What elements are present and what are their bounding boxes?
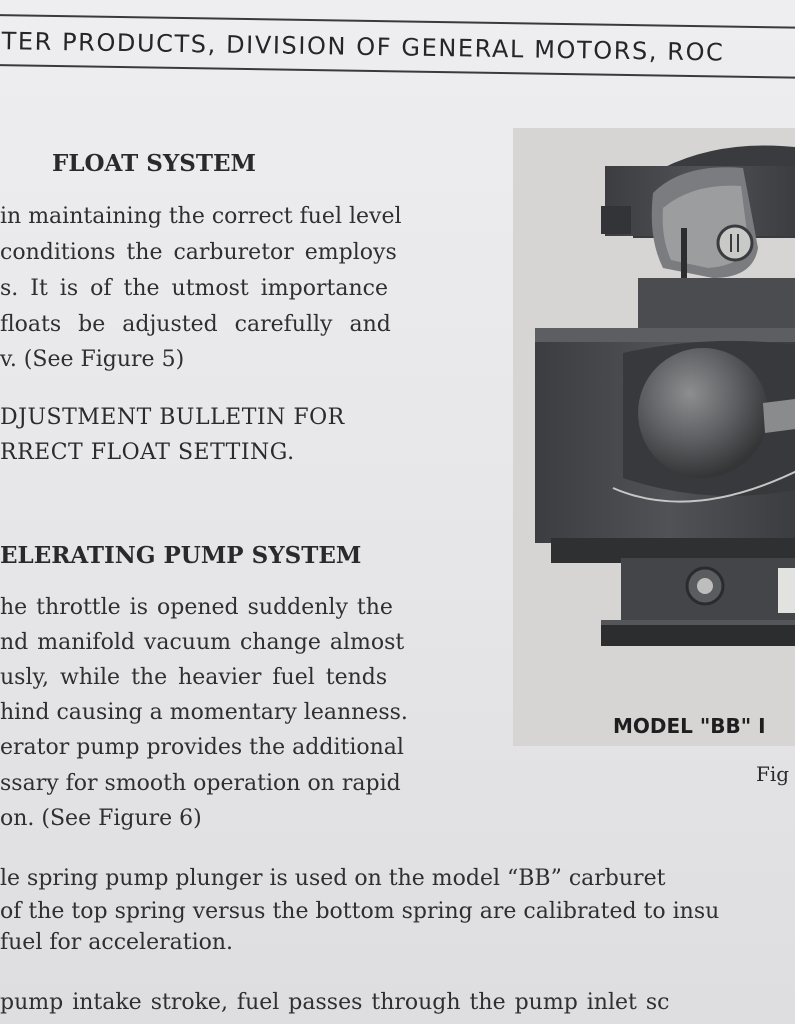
bottom-line: le spring pump plunger is used on the model “BB” carburet — [0, 866, 666, 891]
pump-line: hind causing a momentary leanness. — [0, 700, 408, 725]
figure-label: Fig — [756, 762, 790, 786]
pump-system-heading: ELERATING PUMP SYSTEM — [0, 542, 362, 569]
pump-line: erator pump provides the additional — [0, 735, 404, 760]
pump-line: on. (See Figure 6) — [0, 806, 202, 831]
bulletin-line: DJUSTMENT BULLETIN FOR — [0, 405, 345, 430]
pump-line: nd manifold vacuum change almost — [0, 630, 405, 655]
bottom-line: fuel for acceleration. — [0, 930, 234, 955]
bottom-line: pump intake stroke, fuel passes through the pump inlet sc — [0, 990, 670, 1015]
show-through-text — [100, 115, 106, 139]
pump-line: ssary for smooth operation on rapid — [0, 771, 401, 796]
float-line: floats be adjusted carefully and — [0, 312, 391, 337]
carburetor-photo — [513, 128, 795, 746]
float-line: s. It is of the utmost importance — [0, 276, 388, 301]
bottom-line: of the top spring versus the bottom spring are calibrated to insu — [0, 899, 720, 924]
pump-line: usly, while the heavier fuel tends — [0, 665, 388, 690]
carburetor-illustration — [513, 128, 795, 746]
bulletin-line: RRECT FLOAT SETTING. — [0, 440, 295, 465]
header-text: TER PRODUCTS, DIVISION OF GENERAL MOTORS, ROC — [1, 27, 725, 67]
page-header — [0, 14, 795, 79]
float-system-heading: FLOAT SYSTEM — [52, 150, 256, 177]
photo-caption: MODEL "BB" I — [613, 714, 766, 738]
float-line: conditions the carburetor employs — [0, 240, 397, 265]
float-line: v. (See Figure 5) — [0, 347, 185, 372]
float-line: in maintaining the correct fuel level — [0, 204, 402, 229]
pump-line: he throttle is opened suddenly the — [0, 595, 393, 620]
